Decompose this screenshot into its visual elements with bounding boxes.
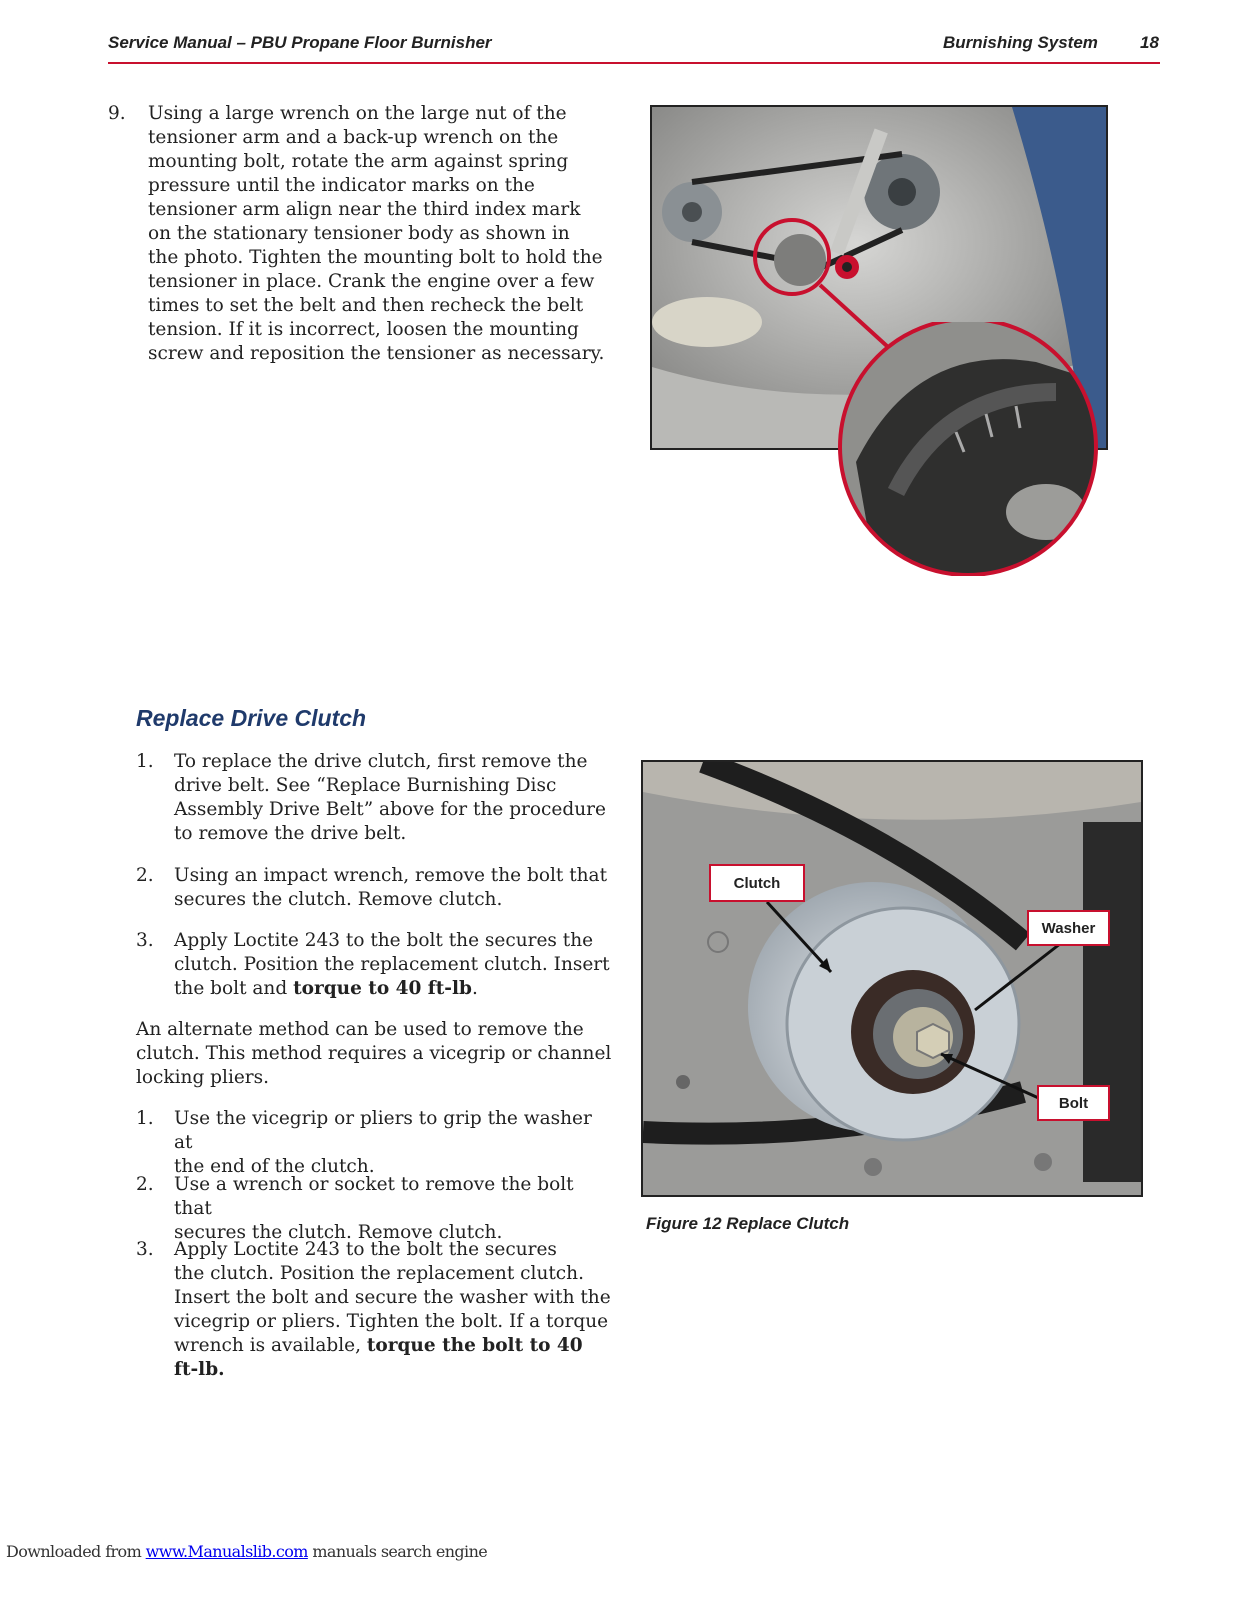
footer: Downloaded from www.Manualslib.com manuals search engine bbox=[6, 1542, 488, 1561]
header-rule bbox=[108, 62, 1160, 64]
step-a1-text: To replace the drive clutch, first remove the drive belt. See “Replace Burnishing Disc Assembly Drive Belt” above for the procedure to remove the drive belt. bbox=[174, 751, 606, 844]
step-a2-number: 2. bbox=[136, 865, 154, 886]
step-b1-number: 1. bbox=[136, 1108, 154, 1129]
step-a2-text: Using an impact wrench, remove the bolt that secures the clutch. Remove clutch. bbox=[174, 865, 608, 910]
label-clutch: Clutch bbox=[709, 864, 805, 902]
step-b1-text: Use the vicegrip or pliers to grip the washer at the end of the clutch. bbox=[174, 1108, 592, 1177]
header-title: Service Manual – PBU Propane Floor Burnisher bbox=[108, 33, 492, 52]
step-b3-number: 3. bbox=[136, 1239, 154, 1260]
clutch-photo bbox=[641, 760, 1143, 1197]
step-b2-text: Use a wrench or socket to remove the bolt that secures the clutch. Remove clutch. bbox=[174, 1174, 574, 1243]
figure-12-caption: Figure 12 Replace Clutch bbox=[646, 1214, 850, 1233]
step-a3-text: Apply Loctite 243 to the bolt the secures the clutch. Position the replacement clutch. Insert the bolt and torque to 40 ft-lb. bbox=[174, 930, 610, 999]
step-a1-number: 1. bbox=[136, 751, 154, 772]
step-b3-text: Apply Loctite 243 to the bolt the secures the clutch. Position the replacement clutch. Insert the bolt and secure the washer with the vicegrip or pliers. Tighten the bolt. If a torque wrench is available, torque the bolt to 40 ft-lb. bbox=[174, 1239, 611, 1380]
header-section: Burnishing System bbox=[943, 33, 1098, 52]
step-a3-number: 3. bbox=[136, 930, 154, 951]
step-9-number: 9. bbox=[108, 103, 126, 124]
page-number: 18 bbox=[1140, 33, 1159, 52]
step-9-text: Using a large wrench on the large nut of the tensioner arm and a back-up wrench on the mounting bolt, rotate the arm against spring pressure until the indicator marks on the tensioner arm align near the third index mark on the stationary tensioner body as shown in the photo. Tighten the mounting bolt to hold the tensioner in place. Crank the engine over a few times to set the belt and then recheck the belt tension. If it is incorrect, loosen the mounting screw and reposition the tensioner as necessary. bbox=[148, 103, 605, 364]
step-b2-number: 2. bbox=[136, 1174, 154, 1195]
label-bolt: Bolt bbox=[1037, 1085, 1110, 1121]
label-washer: Washer bbox=[1027, 910, 1110, 946]
tensioner-zoom-inset bbox=[836, 322, 1100, 576]
alternate-method-text: An alternate method can be used to remove the clutch. This method requires a vicegrip or channel locking pliers. bbox=[136, 1019, 612, 1088]
clutch-photo-art bbox=[643, 762, 1141, 1195]
section-heading: Replace Drive Clutch bbox=[136, 705, 367, 731]
manualslib-link[interactable]: www.Manualslib.com bbox=[145, 1542, 308, 1561]
